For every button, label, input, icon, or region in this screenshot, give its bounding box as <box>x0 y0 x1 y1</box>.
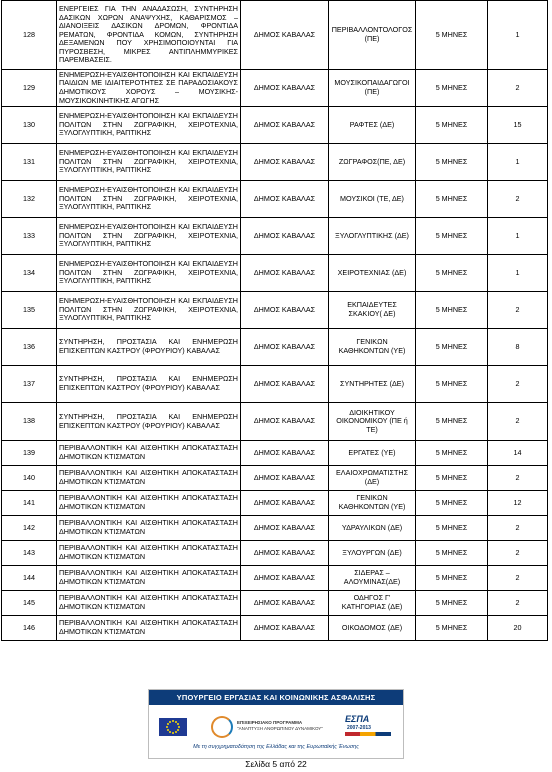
duration: 5 ΜΗΝΕΣ <box>416 566 488 591</box>
positions-count: 2 <box>488 366 548 403</box>
agency: ΔΗΜΟΣ ΚΑΒΑΛΑΣ <box>241 466 329 491</box>
duration: 5 ΜΗΝΕΣ <box>416 70 488 107</box>
eu-star-icon <box>169 731 171 733</box>
specialty: ΔΙΟΙΚΗΤΙΚΟΥ ΟΙΚΟΝΟΜΙΚΟΥ (ΠΕ ή ΤΕ) <box>329 403 416 441</box>
agency: ΔΗΜΟΣ ΚΑΒΑΛΑΣ <box>241 616 329 641</box>
duration: 5 ΜΗΝΕΣ <box>416 616 488 641</box>
eu-flag-icon <box>159 718 187 736</box>
table-row <box>2 616 548 641</box>
agency: ΔΗΜΟΣ ΚΑΒΑΛΑΣ <box>241 70 329 107</box>
table-row <box>2 329 548 366</box>
table-row <box>2 466 548 491</box>
project-description: ΠΕΡΙΒΑΛΛΟΝΤΙΚΗ ΚΑΙ ΑΙΣΘΗΤΙΚΗ ΑΠΟΚΑΤΑΣΤΑΣΗ ΔΗΜΟΤΙΚΩΝ ΚΤΙΣΜΑΤΩΝ <box>57 441 241 466</box>
specialty: ΠΕΡΙΒΑΛΛΟΝΤΟΛΟΓΟΣ (ΠΕ) <box>329 1 416 70</box>
project-description: ΕΝΗΜΕΡΩΣΗ-ΕΥΑΙΣΘΗΤΟΠΟΙΗΣΗ ΚΑΙ ΕΚΠΑΙΔΕΥΣΗ ΠΑΙΔΙΩΝ ΜΕ ΙΔΙΑΙΤΕΡΟΤΗΤΕΣ ΣΕ ΠΑΡΑΔΟΣΙΑΚΟΥΣ ΔΗΜΟΤΙΚΟΥΣ ΧΟΡΟΥΣ – ΜΟΥΣΙΚΗΣ- ΜΟΥΣΙΚΟΚΙΝΗΤΙΚΗΣ ΑΓΩΓΗΣ <box>57 70 241 107</box>
positions-count: 1 <box>488 218 548 255</box>
agency: ΔΗΜΟΣ ΚΑΒΑΛΑΣ <box>241 107 329 144</box>
agency: ΔΗΜΟΣ ΚΑΒΑΛΑΣ <box>241 292 329 329</box>
espa-logo <box>345 714 393 740</box>
eu-star-icon <box>175 731 177 733</box>
agency: ΔΗΜΟΣ ΚΑΒΑΛΑΣ <box>241 403 329 441</box>
row-number: 141 <box>2 491 57 516</box>
project-description: ΠΕΡΙΒΑΛΛΟΝΤΙΚΗ ΚΑΙ ΑΙΣΘΗΤΙΚΗ ΑΠΟΚΑΤΑΣΤΑΣΗ ΔΗΜΟΤΙΚΩΝ ΚΤΙΣΜΑΤΩΝ <box>57 566 241 591</box>
positions-count: 2 <box>488 566 548 591</box>
positions-count: 2 <box>488 541 548 566</box>
row-number: 139 <box>2 441 57 466</box>
duration: 5 ΜΗΝΕΣ <box>416 403 488 441</box>
duration: 5 ΜΗΝΕΣ <box>416 591 488 616</box>
row-number: 145 <box>2 591 57 616</box>
eu-star-icon <box>167 729 169 731</box>
table-row <box>2 566 548 591</box>
table-row <box>2 181 548 218</box>
duration: 5 ΜΗΝΕΣ <box>416 491 488 516</box>
eu-star-icon <box>178 726 180 728</box>
positions-count: 2 <box>488 516 548 541</box>
positions-count: 14 <box>488 441 548 466</box>
positions-count: 2 <box>488 591 548 616</box>
specialty: ΟΙΚΟΔΟΜΟΣ (ΔΕ) <box>329 616 416 641</box>
specialty: ΞΥΛΟΓΛΥΠΤΙΚΗΣ (ΔΕ) <box>329 218 416 255</box>
operational-programme-logo <box>211 716 321 740</box>
table-row <box>2 403 548 441</box>
eu-star-icon <box>177 729 179 731</box>
eu-star-icon <box>172 732 174 734</box>
table-row <box>2 70 548 107</box>
positions-count: 2 <box>488 403 548 441</box>
duration: 5 ΜΗΝΕΣ <box>416 329 488 366</box>
duration: 5 ΜΗΝΕΣ <box>416 255 488 292</box>
positions-count: 12 <box>488 491 548 516</box>
table-row <box>2 144 548 181</box>
duration: 5 ΜΗΝΕΣ <box>416 466 488 491</box>
specialty: ΞΥΛΟΥΡΓΩΝ (ΔΕ) <box>329 541 416 566</box>
row-number: 130 <box>2 107 57 144</box>
table-row <box>2 491 548 516</box>
positions-table <box>1 0 548 641</box>
specialty: ΟΔΗΓΟΣ Γ' ΚΑΤΗΓΟΡΙΑΣ (ΔΕ) <box>329 591 416 616</box>
positions-count: 8 <box>488 329 548 366</box>
project-description: ΕΝΗΜΕΡΩΣΗ-ΕΥΑΙΣΘΗΤΟΠΟΙΗΣΗ ΚΑΙ ΕΚΠΑΙΔΕΥΣΗ ΠΟΛΙΤΩΝ ΣΤΗΝ ΖΩΓΡΑΦΙΚΗ, ΧΕΙΡΟΤΕΧΝΙΑ, ΞΥΛΟΓΛΥΠΤΙΚΗ, ΡΑΠΤΙΚΗΣ <box>57 292 241 329</box>
agency: ΔΗΜΟΣ ΚΑΒΑΛΑΣ <box>241 218 329 255</box>
programme-line-2: "ΑΝΑΠΤΥΞΗ ΑΝΘΡΩΠΙΝΟΥ ΔΥΝΑΜΙΚΟΥ" <box>237 726 323 731</box>
project-description: ΕΝΗΜΕΡΩΣΗ-ΕΥΑΙΣΘΗΤΟΠΟΙΗΣΗ ΚΑΙ ΕΚΠΑΙΔΕΥΣΗ ΠΟΛΙΤΩΝ ΣΤΗΝ ΖΩΓΡΑΦΙΚΗ, ΧΕΙΡΟΤΕΧΝΙΑ, ΞΥΛΟΓΛΥΠΤΙΚΗ, ΡΑΠΤΙΚΗΣ <box>57 107 241 144</box>
agency: ΔΗΜΟΣ ΚΑΒΑΛΑΣ <box>241 566 329 591</box>
table-row <box>2 218 548 255</box>
espa-years: 2007-2013 <box>347 725 371 731</box>
row-number: 133 <box>2 218 57 255</box>
duration: 5 ΜΗΝΕΣ <box>416 107 488 144</box>
programme-swirl-icon <box>211 716 233 738</box>
table-row <box>2 1 548 70</box>
eu-star-icon <box>177 723 179 725</box>
eu-star-icon <box>167 723 169 725</box>
page-number: Σελίδα 5 από 22 <box>245 759 307 769</box>
row-number: 128 <box>2 1 57 70</box>
espa-color-bar <box>345 732 391 736</box>
positions-count: 20 <box>488 616 548 641</box>
duration: 5 ΜΗΝΕΣ <box>416 144 488 181</box>
row-number: 142 <box>2 516 57 541</box>
agency: ΔΗΜΟΣ ΚΑΒΑΛΑΣ <box>241 366 329 403</box>
row-number: 146 <box>2 616 57 641</box>
project-description: ΠΕΡΙΒΑΛΛΟΝΤΙΚΗ ΚΑΙ ΑΙΣΘΗΤΙΚΗ ΑΠΟΚΑΤΑΣΤΑΣΗ ΔΗΜΟΤΙΚΩΝ ΚΤΙΣΜΑΤΩΝ <box>57 541 241 566</box>
positions-count: 2 <box>488 292 548 329</box>
specialty: ΕΡΓΑΤΕΣ (ΥΕ) <box>329 441 416 466</box>
duration: 5 ΜΗΝΕΣ <box>416 181 488 218</box>
project-description: ΣΥΝΤΗΡΗΣΗ, ΠΡΟΣΤΑΣΙΑ ΚΑΙ ΕΝΗΜΕΡΩΣΗ ΕΠΙΣΚΕΠΤΩΝ ΚΑΣΤΡΟΥ (ΦΡΟΥΡΙΟΥ) ΚΑΒΑΛΑΣ <box>57 403 241 441</box>
row-number: 137 <box>2 366 57 403</box>
project-description: ΕΝΗΜΕΡΩΣΗ-ΕΥΑΙΣΘΗΤΟΠΟΙΗΣΗ ΚΑΙ ΕΚΠΑΙΔΕΥΣΗ ΠΟΛΙΤΩΝ ΣΤΗΝ ΖΩΓΡΑΦΙΚΗ, ΧΕΙΡΟΤΕΧΝΙΑ, ΞΥΛΟΓΛΥΠΤΙΚΗ, ΡΑΠΤΙΚΗΣ <box>57 144 241 181</box>
specialty: ΜΟΥΣΙΚΟΠΑΙΔΑΓΩΓΟΙ (ΠΕ) <box>329 70 416 107</box>
agency: ΔΗΜΟΣ ΚΑΒΑΛΑΣ <box>241 181 329 218</box>
specialty: ΓΕΝΙΚΩΝ ΚΑΘΗΚΟΝΤΩΝ (ΥΕ) <box>329 329 416 366</box>
row-number: 132 <box>2 181 57 218</box>
project-description: ΠΕΡΙΒΑΛΛΟΝΤΙΚΗ ΚΑΙ ΑΙΣΘΗΤΙΚΗ ΑΠΟΚΑΤΑΣΤΑΣΗ ΔΗΜΟΤΙΚΩΝ ΚΤΙΣΜΑΤΩΝ <box>57 516 241 541</box>
specialty: ΣΙΔΕΡΑΣ – ΑΛΟΥΜΙΝΑΣ(ΔΕ) <box>329 566 416 591</box>
project-description: ΣΥΝΤΗΡΗΣΗ, ΠΡΟΣΤΑΣΙΑ ΚΑΙ ΕΝΗΜΕΡΩΣΗ ΕΠΙΣΚΕΠΤΩΝ ΚΑΣΤΡΟΥ (ΦΡΟΥΡΙΟΥ) ΚΑΒΑΛΑΣ <box>57 329 241 366</box>
positions-count: 1 <box>488 255 548 292</box>
duration: 5 ΜΗΝΕΣ <box>416 1 488 70</box>
agency: ΔΗΜΟΣ ΚΑΒΑΛΑΣ <box>241 441 329 466</box>
positions-count: 2 <box>488 70 548 107</box>
positions-table-body <box>2 1 548 641</box>
duration: 5 ΜΗΝΕΣ <box>416 366 488 403</box>
row-number: 134 <box>2 255 57 292</box>
agency: ΔΗΜΟΣ ΚΑΒΑΛΑΣ <box>241 1 329 70</box>
ministry-banner <box>148 689 404 759</box>
specialty: ΧΕΙΡΟΤΕΧΝΙΑΣ (ΔΕ) <box>329 255 416 292</box>
table-row <box>2 292 548 329</box>
table-row <box>2 591 548 616</box>
agency: ΔΗΜΟΣ ΚΑΒΑΛΑΣ <box>241 491 329 516</box>
specialty: ΕΚΠΑΙΔΕΥΤΕΣ ΣΚΑΚΙΟΥ( ΔΕ) <box>329 292 416 329</box>
specialty: ΡΑΦΤΕΣ (ΔΕ) <box>329 107 416 144</box>
positions-count: 1 <box>488 144 548 181</box>
agency: ΔΗΜΟΣ ΚΑΒΑΛΑΣ <box>241 541 329 566</box>
specialty: ΓΕΝΙΚΩΝ ΚΑΘΗΚΟΝΤΩΝ (ΥΕ) <box>329 491 416 516</box>
table-row <box>2 516 548 541</box>
duration: 5 ΜΗΝΕΣ <box>416 441 488 466</box>
table-row <box>2 107 548 144</box>
positions-count: 2 <box>488 466 548 491</box>
agency: ΔΗΜΟΣ ΚΑΒΑΛΑΣ <box>241 516 329 541</box>
agency: ΔΗΜΟΣ ΚΑΒΑΛΑΣ <box>241 255 329 292</box>
duration: 5 ΜΗΝΕΣ <box>416 292 488 329</box>
specialty: ΥΔΡΑΥΛΙΚΩΝ (ΔΕ) <box>329 516 416 541</box>
specialty: ΖΩΓΡΑΦΟΣ(ΠΕ, ΔΕ) <box>329 144 416 181</box>
ministry-title: ΥΠΟΥΡΓΕΙΟ ΕΡΓΑΣΙΑΣ ΚΑΙ ΚΟΙΝΩΝΙΚΗΣ ΑΣΦΑΛΙΣΗΣ <box>149 690 403 705</box>
cofinance-text: Με τη συγχρηματοδότηση της Ελλάδας και της Ευρωπαϊκής Ένωσης <box>193 744 359 750</box>
agency: ΔΗΜΟΣ ΚΑΒΑΛΑΣ <box>241 329 329 366</box>
project-description: ΣΥΝΤΗΡΗΣΗ, ΠΡΟΣΤΑΣΙΑ ΚΑΙ ΕΝΗΜΕΡΩΣΗ ΕΠΙΣΚΕΠΤΩΝ ΚΑΣΤΡΟΥ (ΦΡΟΥΡΙΟΥ) ΚΑΒΑΛΑΣ <box>57 366 241 403</box>
eu-star-icon <box>172 720 174 722</box>
specialty: ΕΛΑΙΟΧΡΩΜΑΤΙΣΤΗΣ (ΔΕ) <box>329 466 416 491</box>
positions-count: 15 <box>488 107 548 144</box>
positions-count: 2 <box>488 181 548 218</box>
duration: 5 ΜΗΝΕΣ <box>416 218 488 255</box>
row-number: 143 <box>2 541 57 566</box>
row-number: 140 <box>2 466 57 491</box>
row-number: 131 <box>2 144 57 181</box>
duration: 5 ΜΗΝΕΣ <box>416 516 488 541</box>
project-description: ΠΕΡΙΒΑΛΛΟΝΤΙΚΗ ΚΑΙ ΑΙΣΘΗΤΙΚΗ ΑΠΟΚΑΤΑΣΤΑΣΗ ΔΗΜΟΤΙΚΩΝ ΚΤΙΣΜΑΤΩΝ <box>57 466 241 491</box>
row-number: 129 <box>2 70 57 107</box>
project-description: ΕΝΗΜΕΡΩΣΗ-ΕΥΑΙΣΘΗΤΟΠΟΙΗΣΗ ΚΑΙ ΕΚΠΑΙΔΕΥΣΗ ΠΟΛΙΤΩΝ ΣΤΗΝ ΖΩΓΡΑΦΙΚΗ, ΧΕΙΡΟΤΕΧΝΙΑ, ΞΥΛΟΓΛΥΠΤΙΚΗ, ΡΑΠΤΙΚΗΣ <box>57 218 241 255</box>
duration: 5 ΜΗΝΕΣ <box>416 541 488 566</box>
row-number: 136 <box>2 329 57 366</box>
table-row <box>2 541 548 566</box>
specialty: ΜΟΥΣΙΚΟΙ (ΤΕ, ΔΕ) <box>329 181 416 218</box>
table-row <box>2 366 548 403</box>
agency: ΔΗΜΟΣ ΚΑΒΑΛΑΣ <box>241 591 329 616</box>
project-description: ΕΝΗΜΕΡΩΣΗ-ΕΥΑΙΣΘΗΤΟΠΟΙΗΣΗ ΚΑΙ ΕΚΠΑΙΔΕΥΣΗ ΠΟΛΙΤΩΝ ΣΤΗΝ ΖΩΓΡΑΦΙΚΗ, ΧΕΙΡΟΤΕΧΝΙΑ, ΞΥΛΟΓΛΥΠΤΙΚΗ, ΡΑΠΤΙΚΗΣ <box>57 181 241 218</box>
positions-count: 1 <box>488 1 548 70</box>
project-description: ΕΝΕΡΓΕΙΕΣ ΓΙΑ ΤΗΝ ΑΝΑΔΑΣΩΣΗ, ΣΥΝΤΗΡΗΣΗ ΔΑΣΙΚΩΝ ΧΩΡΩΝ ΑΝΑΨΥΧΗΣ, ΚΑΘΑΡΙΣΜΟΣ – ΔΙΑΝΟΙΞΕΙΣ ΔΑΣΙΚΩΝ ΔΡΟΜΩΝ, ΦΡΟΝΤΙΔΑ ΡΕΜΑΤΩΝ, ΦΡΟΝΤΙΔΑ ΚΟΜΩΝ, ΣΥΝΤΗΡΗΣΗ ΔΕΞΑΜΕΝΩΝ ΠΟΥ ΧΡΗΣΙΜΟΠΟΙΟΥΝΤΑΙ ΓΙΑ ΠΥΡΟΣΒΕΣΗ, ΜΙΚΡΕΣ ΑΝΤΙΠΛΗΜΜΥΡΙΚΕΣ ΠΑΡΕΜΒΑΣΕΙΣ. <box>57 1 241 70</box>
table-row <box>2 255 548 292</box>
programme-line-1: ΕΠΙΧΕΙΡΗΣΙΑΚΟ ΠΡΟΓΡΑΜΜΑ <box>237 720 303 725</box>
table-row <box>2 441 548 466</box>
row-number: 144 <box>2 566 57 591</box>
project-description: ΠΕΡΙΒΑΛΛΟΝΤΙΚΗ ΚΑΙ ΑΙΣΘΗΤΙΚΗ ΑΠΟΚΑΤΑΣΤΑΣΗ ΔΗΜΟΤΙΚΩΝ ΚΤΙΣΜΑΤΩΝ <box>57 491 241 516</box>
project-description: ΕΝΗΜΕΡΩΣΗ-ΕΥΑΙΣΘΗΤΟΠΟΙΗΣΗ ΚΑΙ ΕΚΠΑΙΔΕΥΣΗ ΠΟΛΙΤΩΝ ΣΤΗΝ ΖΩΓΡΑΦΙΚΗ, ΧΕΙΡΟΤΕΧΝΙΑ, ΞΥΛΟΓΛΥΠΤΙΚΗ, ΡΑΠΤΙΚΗΣ <box>57 255 241 292</box>
eu-star-icon <box>166 726 168 728</box>
agency: ΔΗΜΟΣ ΚΑΒΑΛΑΣ <box>241 144 329 181</box>
espa-logo-text: ΕΣΠΑ <box>345 714 370 724</box>
project-description: ΠΕΡΙΒΑΛΛΟΝΤΙΚΗ ΚΑΙ ΑΙΣΘΗΤΙΚΗ ΑΠΟΚΑΤΑΣΤΑΣΗ ΔΗΜΟΤΙΚΩΝ ΚΤΙΣΜΑΤΩΝ <box>57 591 241 616</box>
specialty: ΣΥΝΤΗΡΗΤΕΣ (ΔΕ) <box>329 366 416 403</box>
project-description: ΠΕΡΙΒΑΛΛΟΝΤΙΚΗ ΚΑΙ ΑΙΣΘΗΤΙΚΗ ΑΠΟΚΑΤΑΣΤΑΣΗ ΔΗΜΟΤΙΚΩΝ ΚΤΙΣΜΑΤΩΝ <box>57 616 241 641</box>
row-number: 138 <box>2 403 57 441</box>
row-number: 135 <box>2 292 57 329</box>
eu-star-icon <box>169 721 171 723</box>
